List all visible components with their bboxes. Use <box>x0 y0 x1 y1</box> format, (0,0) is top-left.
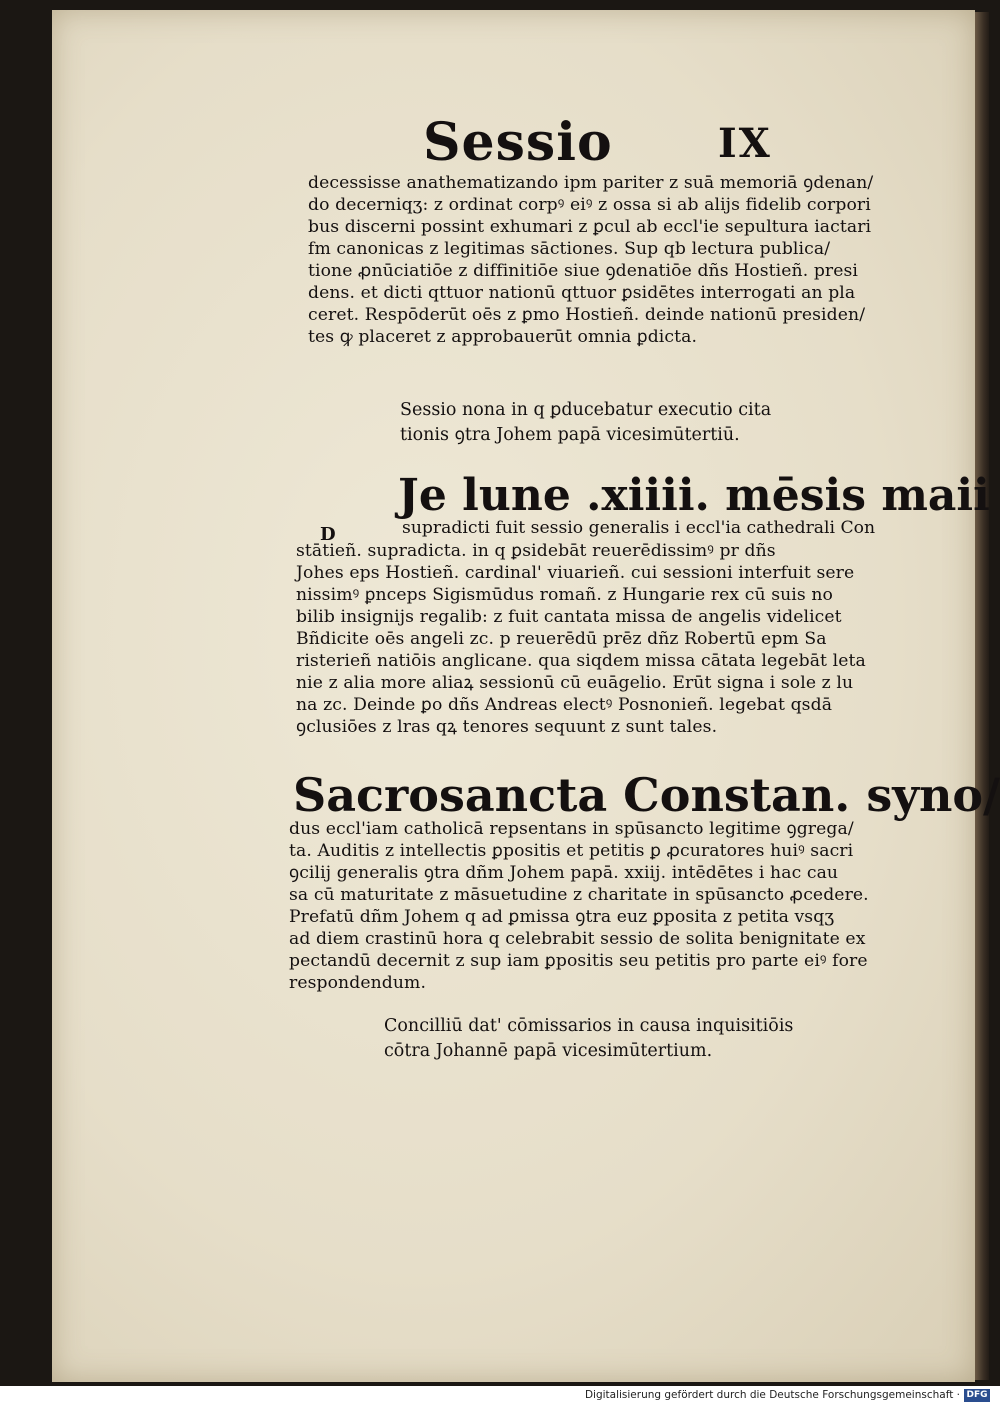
folio-number: IX <box>718 120 772 167</box>
text-line: nie z alia more aliaꝝ sessionū cū euāgelio. Erūt signa i sole z lu <box>296 673 854 693</box>
footer-credit: Digitalisierung gefördert durch die Deutsche Forschungsgemeinschaft · <box>584 1389 960 1401</box>
paragraph-3 <box>289 818 889 994</box>
text-line: Prefatū dñm Johem q ad ꝑmissa ꝯtra euz ꝑposita z petita vsqʒ <box>289 907 835 927</box>
text-line: tione ꝓnūciatiōe z diffinitiōe siue ꝯdenatiōe dñs Hostieñ. presi <box>308 261 859 281</box>
text-line: Concilliū dat' cōmissarios in causa inquisitiōis <box>384 1016 794 1036</box>
dfg-logo-icon: DFG <box>964 1389 990 1402</box>
text-line: sa cū maturitate z māsuetudine z charitate in spūsancto ꝓcedere. <box>289 885 869 905</box>
text-line: Sessio nona in q ꝑducebatur executio cita <box>400 400 772 420</box>
guide-letter: D <box>320 524 336 545</box>
text-line: ta. Auditis z intellectis ꝑpositis et petitis ꝑ ꝓcuratores huiꝰ sacri <box>289 841 854 861</box>
text-line: ad diem crastinū hora q celebrabit sessio de solita benignitate ex <box>289 929 866 949</box>
large-heading-2: Sacrosancta Constan. syno/ <box>293 768 1000 822</box>
text-line: ꝯcilij generalis ꝯtra dñm Johem papā. xxiij. intēdētes i hac cau <box>289 863 839 883</box>
paragraph-1 <box>308 172 908 348</box>
text-line: ceret. Respōderūt oēs z ꝑmo Hostieñ. deinde nationū presiden/ <box>308 305 866 325</box>
text-line: dus eccl'iam catholicā repsentans in spūsancto legitime ꝯgrega/ <box>289 819 854 839</box>
text-line: bus discerni possint exhumari z ꝑcul ab eccl'ie sepultura iactari <box>308 217 872 237</box>
large-heading-1: Je lune .xiiii. mēsis maii <box>398 470 990 521</box>
text-line: Bñdicite oēs angeli zc. p reuerēdū prēz dñz Robertū epm Sa <box>296 629 827 649</box>
text-line: decessisse anathematizando ipm pariter z suā memoriā ꝯdenan/ <box>308 173 874 193</box>
text-line: stātieñ. supradicta. in q ꝑsidebāt reuerēdissimꝰ pr dñs <box>296 541 776 561</box>
text-line: pectandū decernit z sup iam ꝑpositis seu petitis pro parte eiꝰ fore <box>289 951 868 971</box>
page-edge <box>975 12 989 1380</box>
text-line: do decerniqʒ: z ordinat corpꝰ eiꝰ z ossa si ab alijs fidelib corpori <box>308 195 871 215</box>
text-line: na zc. Deinde ꝑo dñs Andreas electꝰ Posnonieñ. legebat qsdā <box>296 695 833 715</box>
text-line: bilib insignijs regalib: z fuit cantata missa de angelis videlicet <box>296 607 842 627</box>
text-line: dens. et dicti qttuor nationū qttuor ꝑsidētes interrogati an pla <box>308 283 856 303</box>
paragraph-2 <box>296 540 896 738</box>
text-line: tionis ꝯtra Johem papā vicesimūtertiū. <box>400 425 740 445</box>
text-line: risterieñ natiōis anglicane. qua siqdem missa cātata legebāt leta <box>296 651 866 671</box>
text-line: cōtra Johannē papā vicesimūtertium. <box>384 1041 713 1061</box>
text-line: respondendum. <box>289 973 427 993</box>
text-line: supradicti fuit sessio generalis i eccl'ia cathedrali Con <box>402 518 876 538</box>
text-line: fm canonicas z legitimas sāctiones. Sup qb lectura publica/ <box>308 239 831 259</box>
running-head-title: Sessio <box>423 112 613 173</box>
rubric-1 <box>400 398 771 448</box>
text-line: nissimꝰ ꝑnceps Sigismūdus romañ. z Hungarie rex cū suis no <box>296 585 834 605</box>
text-line: ꝯclusiōes z lras qꝝ tenores sequunt z sunt tales. <box>296 717 718 737</box>
rubric-2 <box>384 1014 793 1064</box>
text-line: tes ꝙ placeret z approbauerūt omnia ꝑdicta. <box>308 327 698 347</box>
text-line: Johes eps Hostieñ. cardinal' viuarieñ. cui sessioni interfuit sere <box>296 563 855 583</box>
